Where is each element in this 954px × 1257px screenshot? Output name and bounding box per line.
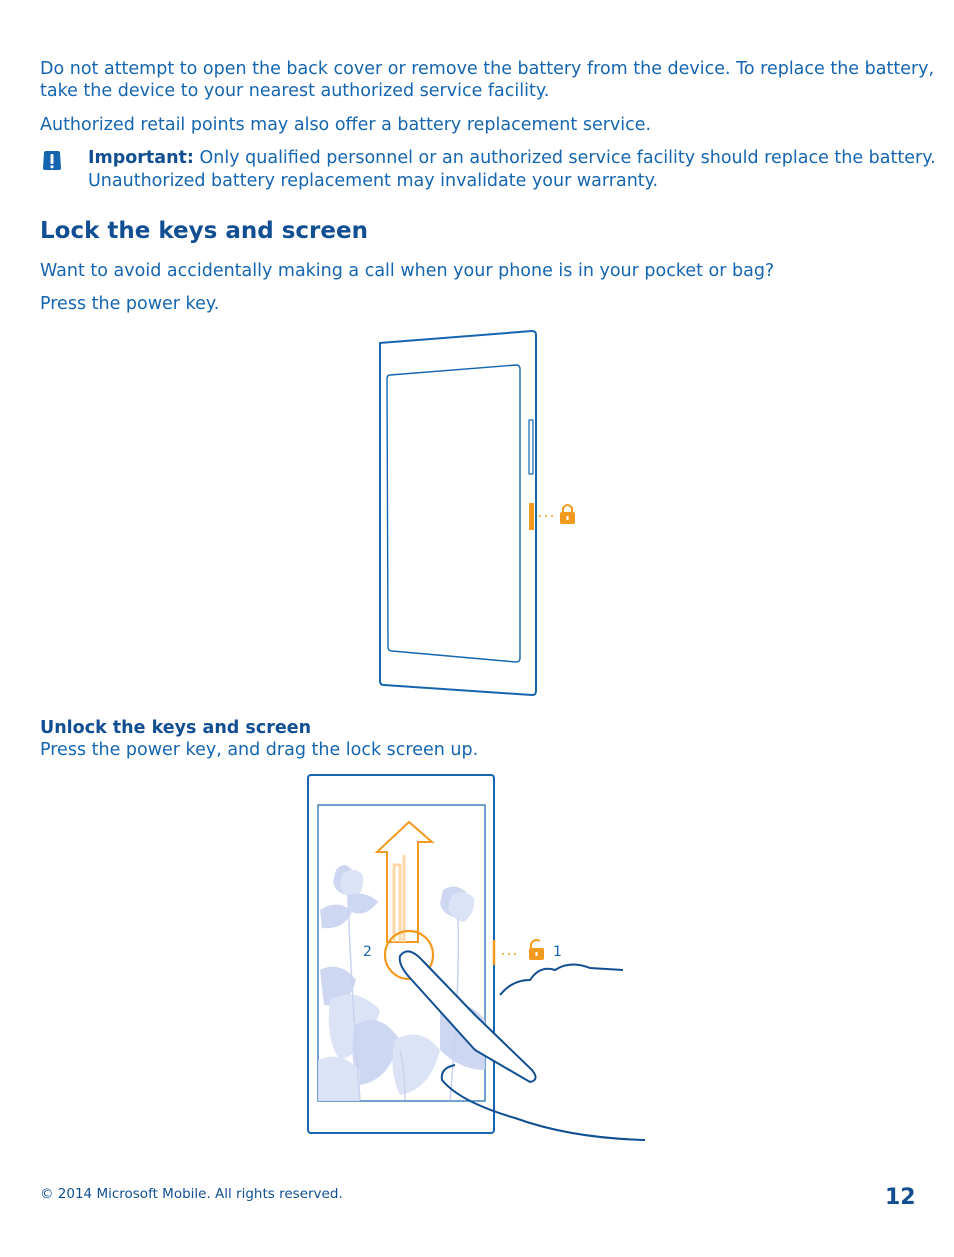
- callout-2: 2: [363, 944, 372, 960]
- phone-lock-illustration: [370, 325, 590, 705]
- important-label: Important:: [88, 148, 194, 168]
- important-note-line-2: Unauthorized battery replacement may invalidate your warranty.: [88, 171, 659, 191]
- callout-1: 1: [553, 944, 562, 960]
- copyright-notice: © 2014 Microsoft Mobile. All rights reserved.: [40, 1186, 343, 1202]
- phone-unlock-illustration: [300, 770, 660, 1150]
- page-number: 12: [885, 1185, 916, 1210]
- exclamation-icon: [40, 149, 64, 173]
- important-text-1: Only qualified personnel or an authorized service facility should replace the battery.: [193, 148, 936, 168]
- important-note-line-1: [88, 147, 936, 170]
- lock-instruction: Press the power key.: [40, 294, 220, 314]
- intro-text-line-1: Do not attempt to open the back cover or remove the battery from the device. To replace the battery,: [40, 59, 935, 79]
- subheading-unlock: Unlock the keys and screen: [40, 718, 312, 738]
- lock-question: Want to avoid accidentally making a call when your phone is in your pocket or bag?: [40, 261, 775, 281]
- section-heading-lock: Lock the keys and screen: [40, 218, 368, 244]
- unlock-instruction: Press the power key, and drag the lock screen up.: [40, 740, 479, 760]
- intro-text-line-2: take the device to your nearest authorized service facility.: [40, 81, 550, 101]
- retail-text: Authorized retail points may also offer a battery replacement service.: [40, 115, 652, 135]
